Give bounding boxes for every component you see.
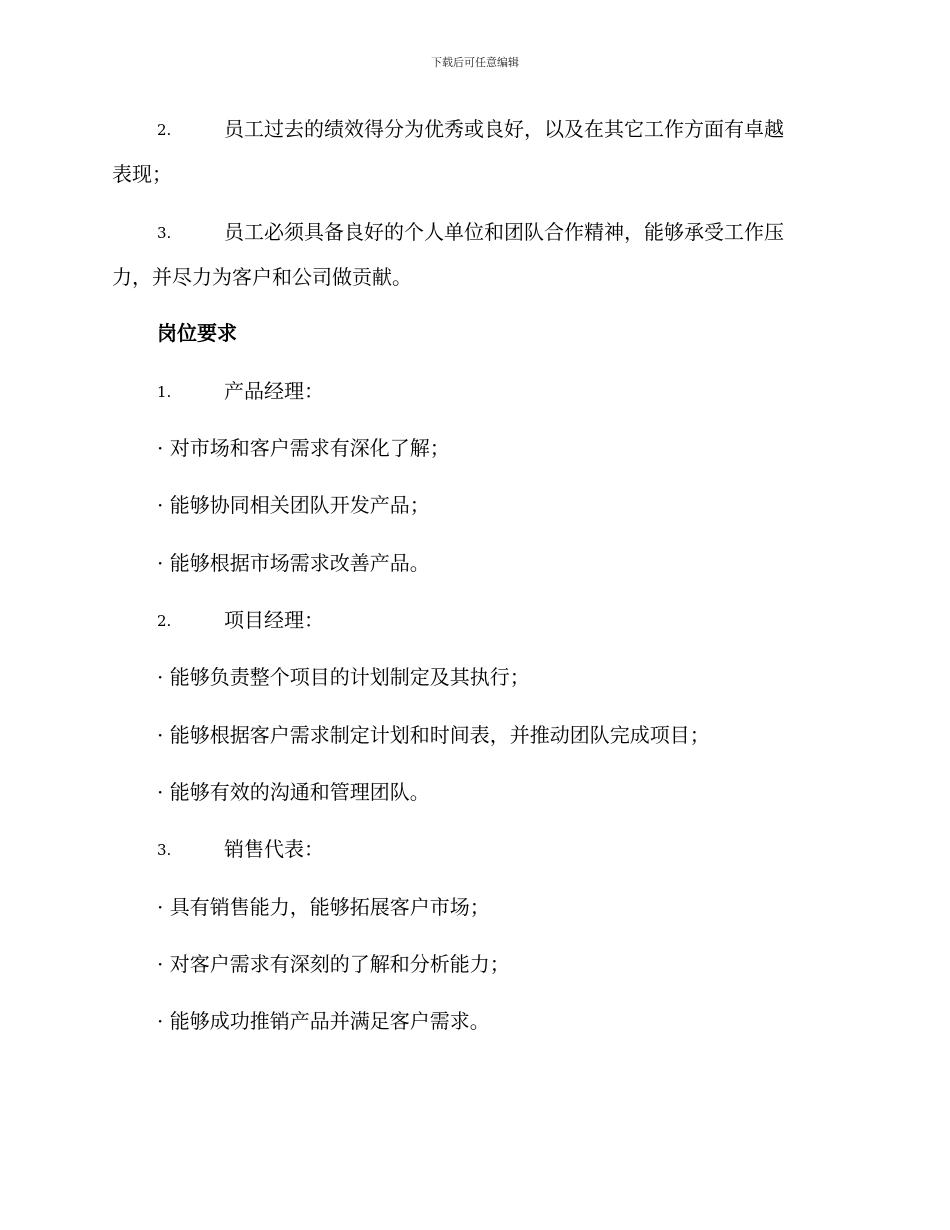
bullet-item: · 具有销售能力，能够拓展客户市场； [157,895,490,919]
bullet-item: · 能够根据客户需求制定计划和时间表，并推动团队完成项目； [157,723,710,747]
role-number: 3. [157,841,172,859]
paragraph-text-line: 力，并尽力为客户和公司做贡献。 [112,265,412,289]
role-title: 产品经理： [224,379,324,403]
role-title: 销售代表： [224,837,324,861]
role-title: 项目经理： [224,608,324,632]
paragraph-text-line: 员工必须具备良好的个人单位和团队合作精神，能够承受工作压 [224,220,784,244]
paragraph-text-line: 员工过去的绩效得分为优秀或良好，以及在其它工作方面有卓越 [224,117,784,141]
page-header: 下载后可任意编辑 [431,56,519,69]
bullet-item: · 对客户需求有深刻的了解和分析能力； [157,952,510,976]
section-heading: 岗位要求 [157,321,237,345]
role-number: 1. [157,383,172,401]
bullet-item: · 能够根据市场需求改善产品。 [157,551,430,575]
bullet-item: · 能够成功推销产品并满足客户需求。 [157,1009,490,1033]
paragraph-number: 2. [157,121,172,139]
bullet-item: · 能够有效的沟通和管理团队。 [157,780,430,804]
paragraph-number: 3. [157,224,172,242]
role-number: 2. [157,612,172,630]
bullet-item: · 对市场和客户需求有深化了解； [157,436,450,460]
bullet-item: · 能够协同相关团队开发产品； [157,493,430,517]
paragraph-text-line: 表现； [112,162,172,186]
bullet-item: · 能够负责整个项目的计划制定及其执行； [157,665,530,689]
